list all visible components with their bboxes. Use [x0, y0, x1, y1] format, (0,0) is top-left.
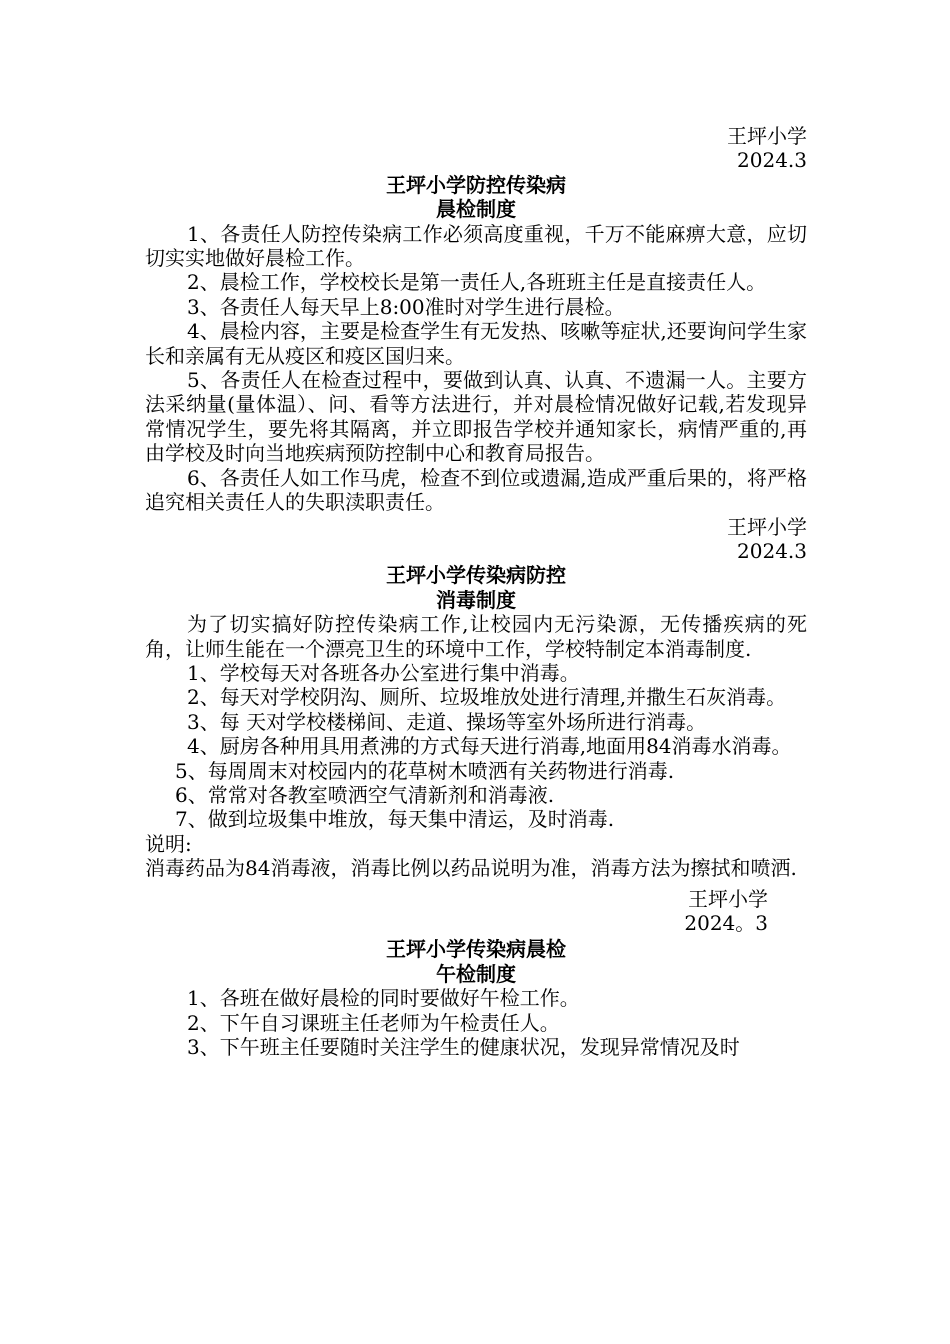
list-item: 3、每 天对学校楼梯间、走道、操场等室外场所进行消毒。	[187, 709, 707, 734]
signature-school: 王坪小学	[727, 124, 807, 148]
list-item: 4、晨检内容，主要是检查学生有无发热、咳嗽等症状,还要询问学生家长和亲属有无从疫区和疫区国归来。	[145, 319, 807, 368]
note-text: 消毒药品为84消毒液，消毒比例以药品说明为准，消毒方法为擦拭和喷洒.	[145, 856, 797, 881]
section-title: 王坪小学防控传染病	[386, 172, 566, 197]
list-item: 7、做到垃圾集中堆放，每天集中清运，及时消毒.	[175, 807, 615, 832]
document-content	[145, 124, 807, 1059]
section-title: 王坪小学传染病晨检	[386, 937, 566, 962]
section-signature	[145, 515, 807, 564]
list-item: 2、晨检工作，学校校长是第一责任人,各班班主任是直接责任人。	[187, 270, 767, 295]
section-signature	[145, 887, 807, 936]
note-label: 说明:	[145, 831, 192, 856]
signature-date: 2024.3	[737, 538, 807, 563]
list-item: 4、厨房各种用具用煮沸的方式每天进行消毒,地面用84消毒水消毒。	[187, 734, 792, 759]
signature-date: 2024.3	[737, 148, 807, 173]
top-signature	[145, 124, 807, 173]
list-item: 2、每天对学校阴沟、厕所、垃圾堆放处进行清理,并撒生石灰消毒。	[187, 685, 787, 710]
list-item: 6、各责任人如工作马虎，检查不到位或遗漏,造成严重后果的，将严格追究相关责任人的失职渎职责任。	[145, 465, 807, 515]
list-item: 1、各班在做好晨检的同时要做好午检工作。	[187, 986, 580, 1011]
list-item: 6、常常对各教室喷洒空气清新剂和消毒液.	[175, 782, 555, 807]
section-subtitle: 午检制度	[436, 961, 516, 986]
list-item: 3、下午班主任要随时关注学生的健康状况，发现异常情况及时	[187, 1035, 740, 1060]
signature-date: 2024。3	[684, 911, 768, 935]
list-item: 5、每周周末对校园内的花草树木喷洒有关药物进行消毒.	[175, 758, 675, 783]
list-item: 2、下午自习课班主任老师为午检责任人。	[187, 1010, 560, 1035]
list-item: 1、各责任人防控传染病工作必须高度重视，千万不能麻痹大意，应切切实实地做好晨检工作。	[145, 221, 807, 271]
section-title: 王坪小学传染病防控	[386, 563, 566, 588]
list-item: 5、各责任人在检查过程中，要做到认真、认真、不遗漏一人。主要方法采纳量(量体温）、问、看等方法进行，并对晨检情况做好记载,若发现异常情况学生，要先将其隔离，并立即报告学校并通知家长，病情严重的,再由学校及时向当地疾病预防控制中心和教育局报告。	[145, 368, 807, 466]
list-item: 1、学校每天对各班各办公室进行集中消毒。	[187, 660, 580, 685]
signature-school: 王坪小学	[688, 886, 768, 911]
section-subtitle: 消毒制度	[436, 587, 516, 612]
list-item: 3、各责任人每天早上8:00准时对学生进行晨检。	[187, 294, 625, 319]
section-subtitle: 晨检制度	[436, 197, 516, 222]
signature-school: 王坪小学	[727, 514, 807, 539]
intro-paragraph: 为了切实搞好防控传染病工作,让校园内无污染源，无传播疾病的死角，让师生能在一个漂亮卫生的环境中工作，学校特制定本消毒制度.	[145, 612, 807, 661]
